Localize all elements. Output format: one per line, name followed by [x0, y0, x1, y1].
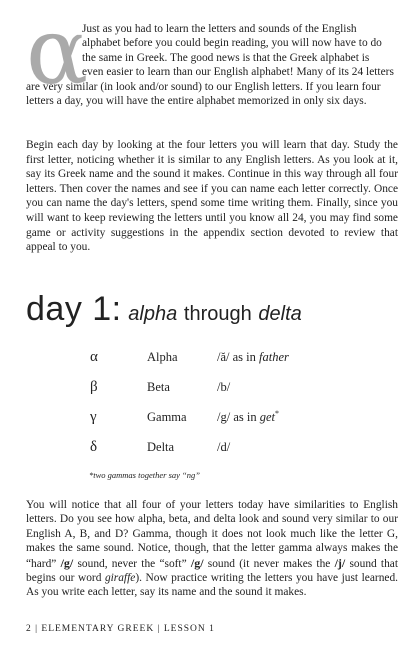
- intro-paragraph: [26, 22, 398, 108]
- letter-row: [90, 432, 377, 462]
- sound-text: /g/ as in: [217, 410, 260, 425]
- letter-row: [90, 372, 377, 402]
- intro-line: are very similar (in look and/or sound) to our English letters. If you learn four: [26, 80, 381, 93]
- intro-line: even easier to learn than our English alphabet! Many of its 24 letters: [82, 66, 394, 79]
- text-segment: sound that begins our word: [26, 557, 399, 585]
- phoneme: /j/: [334, 555, 346, 570]
- instructions-paragraph: Begin each day by looking at the four letters you will learn that day. Study the first letter, noticing whether it is similar to any English letters. As you look at it, say its Greek name and the sound it makes. Continue in this way through all four letters. Then cover the names and see if you can name each letter correctly. Once you can name the day's letters, spend some time writing them. Finally, since you will want to keep reviewing the letters until you know all 24, you may find some game or activity suggestions in the appendix section devoted to review that appeal to you.: [26, 139, 398, 254]
- text-segment: ). Now practice writing the letters you have just learned. As you write each letter, say its name and the sound it makes.: [26, 572, 398, 599]
- intro-line: alphabet before you could begin reading, you will now have to do: [82, 37, 382, 50]
- text-segment: You will notice that all four of your letters today have similarities to English letters. Do you see how alpha, beta, and delta look and sound very similar to our English A, B, and D? Gamma, though it does not look much like the letter G, makes the same sound. Notice, though, that the letter gamma always makes the “hard”: [26, 499, 398, 570]
- sound-text: /ă/ as in: [217, 349, 260, 364]
- letter-sound: [217, 372, 377, 402]
- letter-row: [90, 402, 377, 432]
- letter-sound: [217, 402, 377, 432]
- phoneme: /g/: [60, 555, 74, 570]
- drop-cap-alpha: α: [26, 0, 89, 105]
- greek-letter: β: [90, 378, 98, 395]
- footnote-marker: *: [275, 408, 279, 418]
- greek-letter: γ: [90, 408, 97, 425]
- letter-sound: [217, 432, 377, 462]
- range-end: delta: [258, 303, 302, 325]
- greek-letter: δ: [90, 438, 98, 455]
- sound-example: father: [259, 349, 289, 364]
- day-label: day 1:: [26, 290, 122, 328]
- page-footer: 2 | ELEMENTARY GREEK | LESSON 1: [26, 624, 215, 634]
- letter-row: [90, 342, 377, 372]
- letter-name: Delta: [147, 439, 175, 454]
- text-segment: sound (it never makes the: [203, 557, 335, 570]
- letters-table: [90, 342, 377, 462]
- example-word: giraffe: [104, 572, 136, 585]
- sound-example: get: [259, 410, 275, 425]
- text-segment: sound, never the “soft”: [73, 557, 191, 570]
- letter-name: Gamma: [147, 409, 187, 424]
- letter-name: Alpha: [147, 349, 178, 364]
- intro-line: the same in Greek. The good news is that the Greek alphabet is: [82, 51, 370, 64]
- intro-line: Just as you had to learn the letters and sounds of the English: [82, 23, 357, 35]
- intro-line: letters a day, you will have the entire alphabet memorized in only six days.: [26, 95, 367, 108]
- letter-name: Beta: [147, 379, 170, 394]
- phoneme: /g/: [190, 555, 204, 570]
- letter-sound: [217, 342, 377, 372]
- sound-text: /d/: [217, 439, 231, 454]
- sound-text: /b/: [217, 379, 231, 394]
- range-through: through: [183, 303, 252, 325]
- footnote: *two gammas together say “ng”: [89, 470, 200, 480]
- day-heading: [26, 290, 302, 329]
- similarities-paragraph: [26, 498, 398, 600]
- range-start: alpha: [128, 303, 178, 325]
- greek-letter: α: [90, 348, 98, 365]
